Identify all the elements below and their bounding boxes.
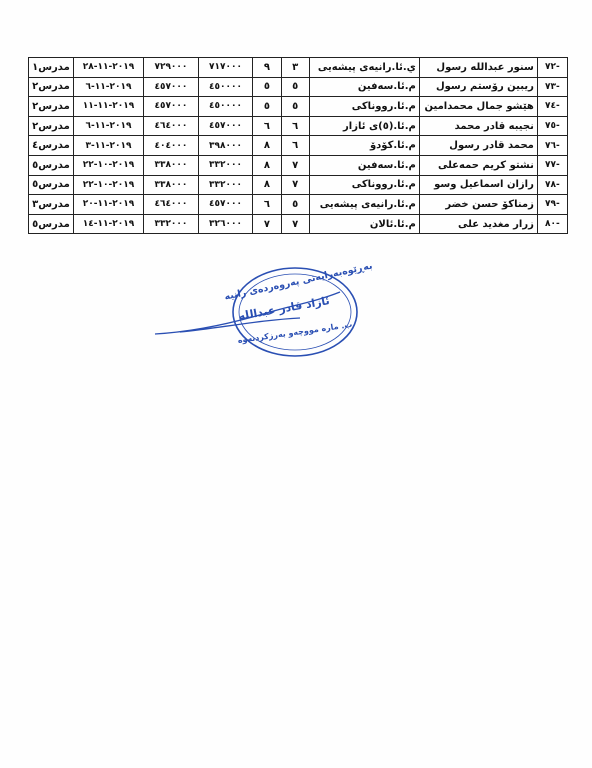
table-row bbox=[29, 116, 568, 136]
step-a-cell: ٦ bbox=[281, 116, 309, 136]
step-b-cell: ٥ bbox=[253, 97, 281, 117]
school-cell: م.ئا.(٥)ی ئازار bbox=[309, 116, 419, 136]
school-cell: ي.ئا.رانيەی پيشەيی bbox=[309, 58, 419, 78]
name-cell: نجيبه قادر محمد bbox=[419, 116, 537, 136]
step-a-cell: ٣ bbox=[281, 58, 309, 78]
row-number-cell: -٨٠ bbox=[537, 214, 567, 234]
step-b-cell: ٥ bbox=[253, 77, 281, 97]
school-cell: م.ئا.كۆدۆ bbox=[309, 136, 419, 156]
name-cell: زمناكۆ حسن خضر bbox=[419, 195, 537, 215]
table-body bbox=[29, 58, 568, 234]
old-salary-cell: ٣٣٢٠٠٠ bbox=[198, 175, 253, 195]
name-cell: هێشو جمال محمدامين bbox=[419, 97, 537, 117]
name-cell: رازان اسماعيل وسو bbox=[419, 175, 537, 195]
row-number-cell: -٧٣ bbox=[537, 77, 567, 97]
date-cell: ٢٠١٩-١١-٦ bbox=[73, 116, 143, 136]
step-a-cell: ٥ bbox=[281, 195, 309, 215]
table-row bbox=[29, 97, 568, 117]
table-row bbox=[29, 195, 568, 215]
official-stamp bbox=[150, 260, 374, 362]
promotion-table bbox=[28, 57, 568, 234]
old-salary-cell: ٤٥٠٠٠٠ bbox=[198, 97, 253, 117]
step-a-cell: ٥ bbox=[281, 97, 309, 117]
row-number-cell: -٧٤ bbox=[537, 97, 567, 117]
old-salary-cell: ٤٥٧٠٠٠ bbox=[198, 116, 253, 136]
new-salary-cell: ٣٣٨٠٠٠ bbox=[144, 155, 199, 175]
school-cell: م.ئا.رانيەی پيشەيی bbox=[309, 195, 419, 215]
date-cell: ٢٠١٩-١١-١٤ bbox=[73, 214, 143, 234]
step-b-cell: ٦ bbox=[253, 195, 281, 215]
grade-cell: مدرس٥ bbox=[29, 214, 74, 234]
step-a-cell: ٧ bbox=[281, 214, 309, 234]
date-cell: ٢٠١٩-١١-٢٠ bbox=[73, 195, 143, 215]
old-salary-cell: ٤٥٧٠٠٠ bbox=[198, 195, 253, 215]
row-number-cell: -٧٢ bbox=[537, 58, 567, 78]
step-b-cell: ٨ bbox=[253, 155, 281, 175]
step-b-cell: ٨ bbox=[253, 175, 281, 195]
stamp-line-2: ئازاد قادر عبدالله bbox=[237, 294, 331, 323]
school-cell: م.ئا.رووناكی bbox=[309, 97, 419, 117]
grade-cell: مدرس٢ bbox=[29, 77, 74, 97]
step-b-cell: ٦ bbox=[253, 116, 281, 136]
table-row bbox=[29, 155, 568, 175]
row-number-cell: -٧٩ bbox=[537, 195, 567, 215]
new-salary-cell: ٤٦٤٠٠٠ bbox=[144, 195, 199, 215]
step-b-cell: ٨ bbox=[253, 136, 281, 156]
grade-cell: مدرس٣ bbox=[29, 195, 74, 215]
stamp-line-3: ب. مارە مووچەو بەرزكردنەوە bbox=[237, 320, 353, 346]
new-salary-cell: ٧٢٩٠٠٠ bbox=[144, 58, 199, 78]
step-a-cell: ٥ bbox=[281, 77, 309, 97]
old-salary-cell: ٣٣٢٠٠٠ bbox=[198, 155, 253, 175]
grade-cell: مدرس٢ bbox=[29, 97, 74, 117]
name-cell: محمد قادر رسول bbox=[419, 136, 537, 156]
grade-cell: مدرس٥ bbox=[29, 175, 74, 195]
date-cell: ٢٠١٩-١٠-٢٢ bbox=[73, 155, 143, 175]
old-salary-cell: ٣٢٦٠٠٠ bbox=[198, 214, 253, 234]
name-cell: نشتو كريم حمەعلی bbox=[419, 155, 537, 175]
name-cell: زرار مغديد علی bbox=[419, 214, 537, 234]
school-cell: م.ئا.رووناكی bbox=[309, 175, 419, 195]
name-cell: سنور عبدالله رسول bbox=[419, 58, 537, 78]
table-row bbox=[29, 175, 568, 195]
date-cell: ٢٠١٩-١١-٦ bbox=[73, 77, 143, 97]
old-salary-cell: ٧١٧٠٠٠ bbox=[198, 58, 253, 78]
table-row bbox=[29, 77, 568, 97]
new-salary-cell: ٤٥٧٠٠٠ bbox=[144, 97, 199, 117]
step-b-cell: ٩ bbox=[253, 58, 281, 78]
new-salary-cell: ٣٣٢٠٠٠ bbox=[144, 214, 199, 234]
step-a-cell: ٧ bbox=[281, 175, 309, 195]
step-a-cell: ٦ bbox=[281, 136, 309, 156]
old-salary-cell: ٣٩٨٠٠٠ bbox=[198, 136, 253, 156]
school-cell: م.ئا.ئالان bbox=[309, 214, 419, 234]
date-cell: ٢٠١٩-١١-١١ bbox=[73, 97, 143, 117]
step-b-cell: ٧ bbox=[253, 214, 281, 234]
date-cell: ٢٠١٩-١١-٢٨ bbox=[73, 58, 143, 78]
table-row bbox=[29, 136, 568, 156]
new-salary-cell: ٤٠٤٠٠٠ bbox=[144, 136, 199, 156]
new-salary-cell: ٤٥٧٠٠٠ bbox=[144, 77, 199, 97]
old-salary-cell: ٤٥٠٠٠٠ bbox=[198, 77, 253, 97]
date-cell: ٢٠١٩-١١-٣ bbox=[73, 136, 143, 156]
row-number-cell: -٧٨ bbox=[537, 175, 567, 195]
table-row bbox=[29, 58, 568, 78]
school-cell: م.ئا.سەفين bbox=[309, 77, 419, 97]
grade-cell: مدرس١ bbox=[29, 58, 74, 78]
grade-cell: مدرس٤ bbox=[29, 136, 74, 156]
new-salary-cell: ٤٦٤٠٠٠ bbox=[144, 116, 199, 136]
stamp-line-1: بەڕێوەبەرایەتی پەروەردەی رانیە bbox=[223, 260, 374, 303]
school-cell: م.ئا.سەفين bbox=[309, 155, 419, 175]
new-salary-cell: ٣٣٨٠٠٠ bbox=[144, 175, 199, 195]
name-cell: ريبين رۆستم رسول bbox=[419, 77, 537, 97]
date-cell: ٢٠١٩-١٠-٢٢ bbox=[73, 175, 143, 195]
row-number-cell: -٧٥ bbox=[537, 116, 567, 136]
table-row bbox=[29, 214, 568, 234]
row-number-cell: -٧٧ bbox=[537, 155, 567, 175]
row-number-cell: -٧٦ bbox=[537, 136, 567, 156]
grade-cell: مدرس٢ bbox=[29, 116, 74, 136]
grade-cell: مدرس٥ bbox=[29, 155, 74, 175]
step-a-cell: ٧ bbox=[281, 155, 309, 175]
